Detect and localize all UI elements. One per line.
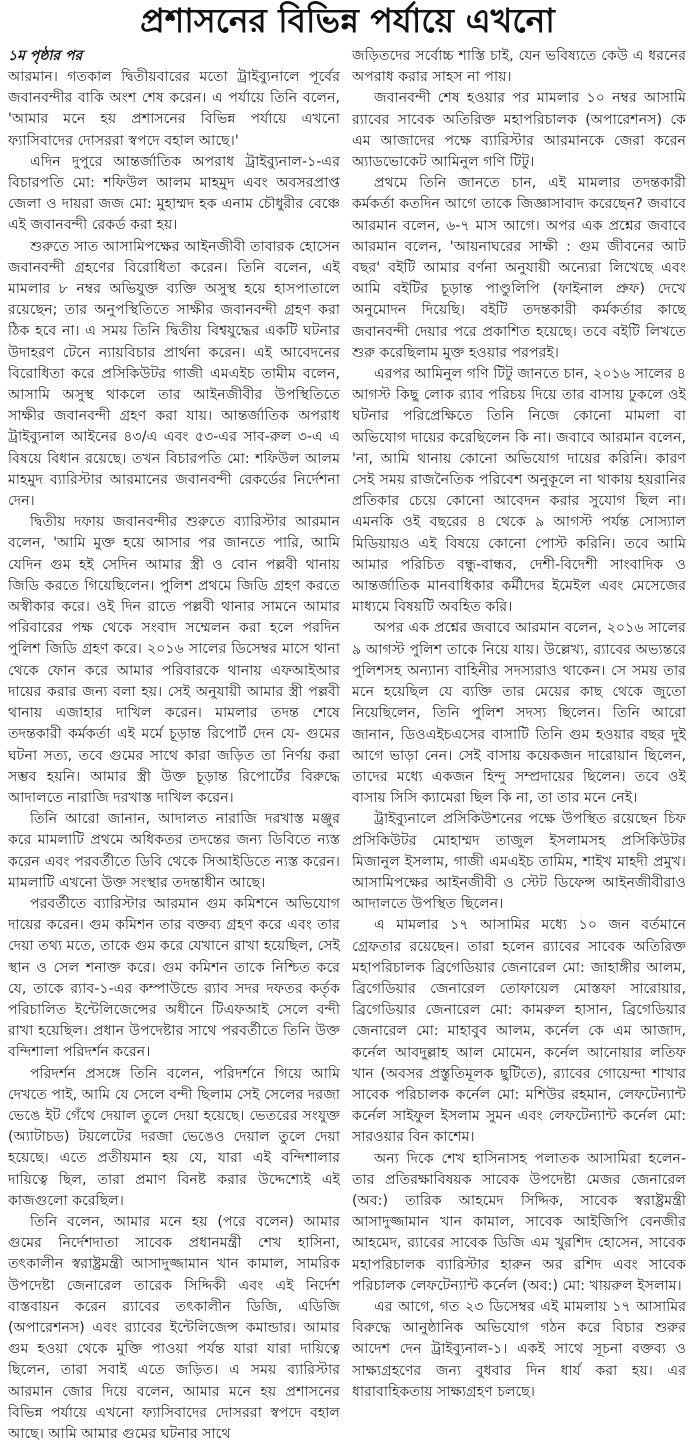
paragraph: অন্য দিকে শেখ হাসিনাসহ পলাতক আসামিরা হলেন- তার প্রতিরক্ষাবিষয়ক সাবেক উপদেষ্টা মেজর জেনারেল (অব:) তারিক আহমেদ সিদ্দিক, সাবেক স্বরাষ্ট্রমন্ত্রী আসাদুজ্জামান খান কামাল, সাবেক আইজিপি বেনজীর আহমেদ, র‍্যাবের সাবেক ডিজি এম খুরশিদ হোসেন, সাবেক মহাপরিচালক ব্যারিস্টার হারুন অর রশিদ এবং সাবেক পরিচালক লেফটেন্যান্ট কর্নেল (অব:) মো: খায়রুল ইসলাম। (352, 1150, 686, 1294)
paragraph: এরপর আমিনুল গণি টিটু জানতে চান, ২০১৬ সালের ৪ আগস্ট কিছু লোক র‍্যাব পরিচয় দিয়ে তার বাসায় ঢুকলে ওই ঘটনার পরিপ্রেক্ষিতে তিনি নিজে কোনো মামলা বা অভিযোগ দায়ের করেছিলেন কি না। জবাবে আরমান বলেন, 'না, আমি থানায় কোনো অভিযোগ দায়ের করিনি। কারণ সেই সময় রাজনৈতিক পরিবেশ অনুকূলে না থাকায় হয়রানির প্রতিকার চেয়ে কোনো আবেদন করার সুযোগ ছিল না। এমনকি ওই বছরের ৪ থেকে ৯ আগস্ট পর্যন্ত সোস্যাল মিডিয়ায়ও এই বিষয়ে কোনো পোস্ট করিনি। তবে আমি আমার পরিচিত বন্ধু-বান্ধব, দেশী-বিদেশী সাংবাদিক ও আন্তর্জাতিক মানবাধিকার কর্মীদের ইমেইল এবং মেসেজের মাধ্যমে বিষয়টি অবহিত করি। (352, 366, 686, 616)
paragraph: অপর এক প্রশ্নের জবাবে আরমান বলেন, ২০১৬ সালের ৯ আগস্ট পুলিশ তাকে নিয়ে যায়। উল্লেখ্য, র‍্যাবের অভ্যন্তরে পুলিশসহ অন্যান্য বাহিনীর সদস্যরাও থাকেন। সে সময় তার মনে হয়েছিল যে ব্যক্তি তার মেয়ের কাছ থেকে জুতো নিয়েছিলেন, তিনি পুলিশ সদস্য ছিলেন। তিনি আরো জানান, ডিওএইচএসের বাসাটি তিনি গুম হওয়ার বছর দুই আগে ভাড়া নেন। সেই বাসায় কয়েকজন দারোয়ান ছিলেন, তাদের মধ্যে একজন হিন্দু সম্প্রদায়ের ছিলেন। তবে ওই বাসায় সিসি ক্যামেরা ছিল কি না, তা তার মনে নেই। (352, 620, 686, 807)
headline: প্রশাসনের বিভিন্ন পর্যায়ে এখনো (140, 1, 555, 40)
paragraph: পরিদর্শন প্রসঙ্গে তিনি বলেন, পরিদর্শনে গিয়ে আমি দেখতে পাই, আমি যে সেলে বন্দী ছিলাম সেই সেলের দরজা ভেঙে ইট গেঁথে দেয়াল তুলে দেয়া হয়েছে। ভেতরের সংযুক্ত (অ্যাটাচড) টয়লেটের দরজা ভেঙেও দেয়াল তুলে দেয়া হয়েছে। এতে প্রতীয়মান হয় যে, যারা এই বন্দিশালার দায়িত্বে ছিল, তারা প্রমাণ বিনষ্ট করার উদ্দেশ্যেই এই কাজগুলো করেছিল। (8, 1065, 340, 1209)
article-column-right (352, 46, 686, 1403)
paragraph: এদিন দুপুরে আন্তর্জাতিক অপরাধ ট্রাইব্যুনাল-১-এর বিচারপতি মো: শফিউল আলম মাহমুদ এবং অবসরপ্রাপ্ত জেলা ও দায়রা জজ মো: মুহাম্মদ হক এনাম চৌধুরীর বেঞ্চে এই জবানবন্দী রেকর্ড করা হয়। (8, 153, 340, 234)
paragraph: ট্রাইব্যুনালে প্রসিকিউশনের পক্ষে উপস্থিত রয়েছেন চিফ প্রসিকিউটর মোহাম্মদ তাজুল ইসলামসহ প্রসিকিউটর মিজানুল ইসলাম, গাজী এমএইচ তামিম, শাইখ মাহদী প্রমুখ। আসামিপক্ষের আইনজীবী ও স্টেট ডিফেন্স আইনজীবীরাও আদালতে উপস্থিত ছিলেন। (352, 811, 686, 913)
paragraph: জড়িতদের সর্বোচ্চ শাস্তি চাই, যেন ভবিষ্যতে কেউ এ ধরনের অপরাধ করার সাহস না পায়। (352, 48, 686, 86)
paragraph: এ মামলার ১৭ আসামির মধ্যে ১০ জন বর্তমানে গ্রেফতার রয়েছেন। তারা হলেন র‍্যাবের সাবেক অতিরিক্ত মহাপরিচালক ব্রিগেডিয়ার জেনারেল মো: জাহাঙ্গীর আলম, ব্রিগেডিয়ার জেনারেল তোফায়েল মোস্তফা সারোয়ার, ব্রিগেডিয়ার জেনারেল মো: কামরুল হাসান, ব্রিগেডিয়ার জেনারেল মো: মাহাবুব আলম, কর্নেল কে এম আজাদ, কর্নেল আবদুল্লাহ আল মোমেন, কর্নেল আনোয়ার লতিফ খান (অবসর প্রস্তুতিমূলক ছুটিতে), র‍্যাবের গোয়েন্দা শাখার সাবেক পরিচালক কর্নেল মো: মশিউর রহমান, লেফটেন্যান্ট কর্নেল সাইফুল ইসলাম সুমন এবং লেফটেন্যান্ট কর্নেল মো: সারওয়ার বিন কাশেম। (352, 917, 686, 1146)
paragraph: তিনি আরো জানান, আদালত নারাজি দরখাস্ত মঞ্জুর করে মামলাটি প্রথমে অধিকতর তদন্তের জন্য ডিবিতে ন্যস্ত করেন এবং পরবর্তীতে ডিবি থেকে সিআইডিতে ন্যস্ত করেন। মামলাটি এখনো উক্ত সংস্থার তদন্তাধীন আছে। (8, 811, 340, 891)
paragraph: শুরুতে সাত আসামিপক্ষের আইনজীবী তাবারক হোসেন জবানবন্দী গ্রহণের বিরোধিতা করেন। তিনি বলেন, এই মামলার ৮ নম্বর অভিযুক্ত ব্যক্তি অসুস্থ হয়ে হাসপাতালে রয়েছেন; তার অনুপস্থিতিতে সাক্ষীর জবানবন্দী গ্রহণ করা ঠিক হবে না। এ সময় তিনি দ্বিতীয় বিশ্বযুদ্ধের একটি ঘটনার উদাহরণ টেনে ন্যায়বিচার প্রার্থনা করেন। এই আবেদনের বিরোধিতা করে প্রসিকিউটর গাজী এমএইচ তামীম বলেন, আসামি অসুস্থ থাকলে তার আইনজীবীর উপস্থিতিতে সাক্ষীর জবানবন্দী গ্রহণ করা যায়। আন্তর্জাতিক অপরাধ ট্রাইব্যুনাল আইনের ৪৩/এ এবং ৫৩-এর সাব-রুল ৩-এ এ বিষয়ে বিধান রয়েছে। তখন বিচারপতি মো: শফিউল আলম মাহমুদ ব্যারিস্টার আরমানের জবানবন্দী রেকর্ডের নির্দেশনা দেন। (8, 238, 340, 510)
paragraph: তিনি বলেন, আমার মনে হয় (পরে বলেন) আমার গুমের নির্দেশদাতা সাবেক প্রধানমন্ত্রী শেখ হাসিনা, তৎকালীন স্বরাষ্ট্রমন্ত্রী আসাদুজ্জামান খান কামাল, সামরিক উপদেষ্টা জেনারেল তারেক সিদ্দিকী এবং এই নির্দেশ বাস্তবায়ন করেন র‍্যাবের তৎকালীন ডিজি, এডিজি (অপারেশনস) এবং র‍্যাবের ইন্টেলিজেন্স কমান্ডার। আমার গুম হওয়া থেকে মুক্তি পাওয়া পর্যন্ত যারা যারা দায়িত্বে ছিলেন, তারা সবাই এতে জড়িত। এ সময় ব্যারিস্টার আরমান জোর দিয়ে বলেন, আমার মনে হয় প্রশাসনের বিভিন্ন পর্যায়ে এখনো ফ্যাসিবাদের দোসররা স্বপদে বহাল আছে। আমি আমার গুমের ঘটনার সাথে (8, 1213, 340, 1442)
paragraph: জবানবন্দী শেষ হওয়ার পর মামলার ১০ নম্বর আসামি র‍্যাবের সাবেক অতিরিক্ত মহাপরিচালক (অপারেশনস) কে এম আজাদের পক্ষে ব্যারিস্টার আরমানকে জেরা করেন অ্যাডভোকেট আমিনুল গণি টিটু। (352, 90, 686, 171)
article-column-left (8, 46, 340, 1445)
paragraph: এর আগে, গত ২৩ ডিসেম্বর এই মামলায় ১৭ আসামির বিরুদ্ধে আনুষ্ঠানিক অভিযোগ গঠন করে বিচার শুরুর আদেশ দেন ট্রাইব্যুনাল-১। একই সাথে সূচনা বক্তব্য ও সাক্ষ্যগ্রহণের জন্য বুধবার দিন ধার্য করা হয়। এর ধারাবাহিকতায় সাক্ষ্যগ্রহণ চলছে। (352, 1298, 686, 1400)
paragraph: দ্বিতীয় দফায় জবানবন্দীর শুরুতে ব্যারিস্টার আরমান বলেন, 'আমি মুক্ত হয়ে আসার পর জানতে পারি, আমি যেদিন গুম হই সেদিন আমার স্ত্রী ও বোন পল্লবী থানায় জিডি করতে গিয়েছিলেন। পুলিশ প্রথমে জিডি গ্রহণ করতে অস্বীকার করে। ওই দিন রাতে পল্লবী থানার সামনে আমার পরিবারের পক্ষ থেকে সংবাদ সম্মেলন করা হলে পরদিন পুলিশ জিডি গ্রহণ করে। ২০১৬ সালের ডিসেম্বর মাসে থানা থেকে ফোন করে আমার পরিবারকে থানায় এফআইআর দায়ের করার জন্য বলা হয়। সেই অনুযায়ী আমার স্ত্রী পল্লবী থানায় এজাহার দাখিল করেন। মামলার তদন্ত শেষে তদন্তকারী কর্মকর্তা এই মর্মে চূড়ান্ত রিপোর্ট দেন যে- গুমের ঘটনা সত্য, তবে গুমের সাথে কারা জড়িত তা নির্ণয় করা সম্ভব হয়নি। আমার স্ত্রী উক্ত চূড়ান্ত রিপোর্টের বিরুদ্ধে আদালতে নারাজি দরখাস্ত দাখিল করেন। (8, 514, 340, 806)
paragraph: পরবর্তীতে ব্যারিস্টার আরমান গুম কমিশনে অভিযোগ দায়ের করেন। গুম কমিশন তার বক্তব্য গ্রহণ করে এবং তার দেয়া তথ্য মতে, তাকে গুম করে যেখানে রাখা হয়েছিল, সেই স্থান ও সেল শনাক্ত করে। গুম কমিশন তাকে নিশ্চিত করে যে, তাকে র‍্যাব-১-এর কম্পাউন্ডে র‍্যাব সদর দফতর কর্তৃক পরিচালিত ইন্টেলিজেন্সের অধীনে টিএফআই সেলে বন্দী রাখা হয়েছিল। প্রধান উপদেষ্টার সাথে পরবর্তীতে তিনি উক্ত বন্দিশালা পরিদর্শন করেন। (8, 895, 340, 1061)
paragraph: প্রথমে তিনি জানতে চান, এই মামলার তদন্তকারী কর্মকর্তা কতদিন আগে তাকে জিজ্ঞাসাবাদ করেছেন? জবাবে আরমান বলেন, ৬-৭ মাস আগে। অপর এক প্রশ্নের জবাবে আরমান বলেন, 'আয়নাঘরের সাক্ষী : গুম জীবনের আট বছর' বইটি আমার বর্ণনা অনুযায়ী অন্যেরা লিখেছে এবং আমি বইটির চূড়ান্ত পাণ্ডুলিপি (ফাইনাল প্রুফ) দেখে অনুমোদন দিয়েছি। বইটি তদন্তকারী কর্মকর্তার কাছে জবানবন্দী দেয়ার পরে প্রকাশিত হয়েছে। তবে বইটি লিখতে শুরু করেছিলাম মুক্ত হওয়ার পরপরই। (352, 175, 686, 361)
paragraph: আরমান। গতকাল দ্বিতীয়বারের মতো ট্রাইব্যুনালে পূর্বের জবানবন্দীর বাকি অংশ শেষ করেন। এ পর্যায়ে তিনি বলেন, 'আমার মনে হয় প্রশাসনের বিভিন্ন পর্যায়ে এখনো ফ্যাসিবাদের দোসররা স্বপদে বহাল আছে।' (8, 69, 340, 149)
continued-from-label: ১ম পৃষ্ঠার পর (8, 48, 83, 64)
